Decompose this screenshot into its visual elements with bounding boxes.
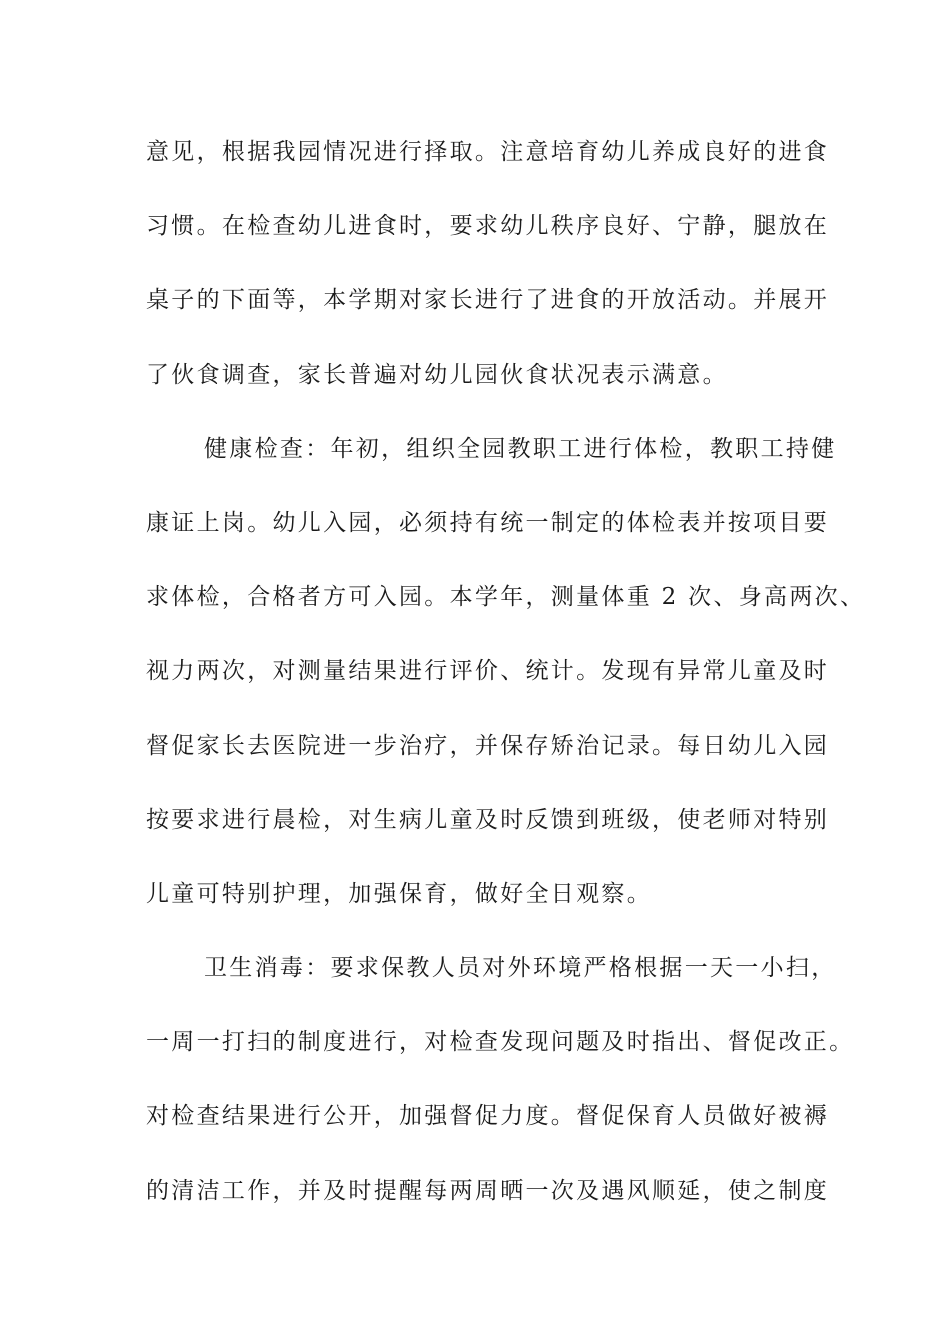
text-line: 习惯。在检查幼儿进食时，要求幼儿秩序良好、宁静，腿放在 <box>146 213 830 240</box>
text-line: 康证上岗。幼儿入园，必须持有统一制定的体检表并按项目要 <box>146 509 830 536</box>
text-line: 对检查结果进行公开，加强督促力度。督促保育人员做好被褥 <box>146 1103 830 1130</box>
document-body <box>146 128 866 1241</box>
text-line: 视力两次，对测量结果进行评价、统计。发现有异常儿童及时 <box>146 658 830 685</box>
text-line: 按要求进行晨检，对生病儿童及时反馈到班级，使老师对特别 <box>146 806 830 833</box>
text-line: 儿童可特别护理，加强保育，做好全日观察。 <box>146 880 652 907</box>
paragraph-start-hygiene: 卫生消毒：要求保教人员对外环境严格根据一天一小扫， <box>204 955 837 982</box>
paragraph-start-health-check: 健康检查：年初，组织全园教职工进行体检，教职工持健 <box>204 435 837 462</box>
text-line: 桌子的下面等，本学期对家长进行了进食的开放活动。并展开 <box>146 287 830 314</box>
text-line: 督促家长去医院进一步治疗，并保存矫治记录。每日幼儿入园 <box>146 732 830 759</box>
text-line: 的清洁工作，并及时提醒每两周晒一次及遇风顺延，使之制度 <box>146 1177 830 1204</box>
text-line: 求体检，合格者方可入园。本学年，测量体重 2 次、身高两次、 <box>146 584 866 611</box>
text-line: 意见，根据我园情况进行择取。注意培育幼儿养成良好的进食 <box>146 139 830 165</box>
text-line: 了伙食调查，家长普遍对幼儿园伙食状况表示满意。 <box>146 361 728 388</box>
text-line: 一周一打扫的制度进行，对检查发现问题及时指出、督促改正。 <box>146 1029 855 1056</box>
